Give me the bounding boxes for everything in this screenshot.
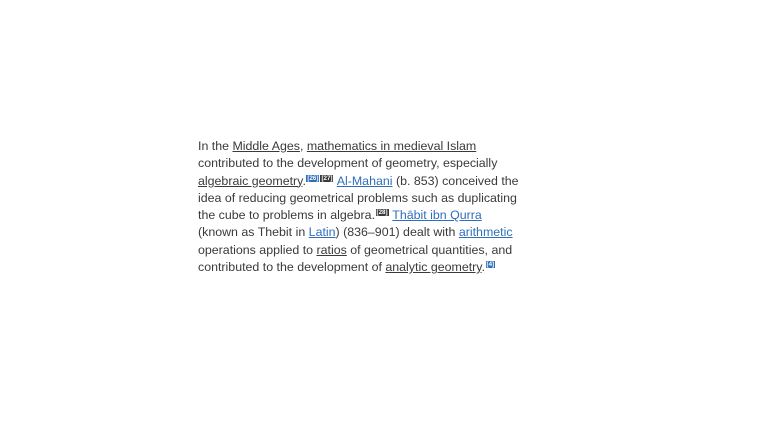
paragraph-line-6 <box>198 224 578 241</box>
link-latin[interactable]: Latin <box>308 225 336 240</box>
paragraph-line-4 <box>198 190 578 207</box>
link-arithmetic[interactable]: arithmetic <box>458 225 513 240</box>
text-span: . <box>302 173 306 188</box>
article-paragraph <box>198 138 578 276</box>
paragraph-line-5 <box>198 207 578 224</box>
citation-27[interactable]: [27] <box>321 174 333 182</box>
citation-28[interactable]: [28] <box>376 209 388 217</box>
link-algebraic-geometry[interactable]: algebraic geometry <box>198 173 303 188</box>
text-span: . <box>481 260 486 275</box>
link-thabit-ibn-qurra[interactable]: Thābit ibn Qurra <box>392 208 482 223</box>
text-span: ) (836–901) dealt with <box>335 225 459 240</box>
text-span: contributed to the development of <box>198 260 386 275</box>
text-span: the cube to problems in algebra. <box>198 208 376 223</box>
paragraph-line-7 <box>198 242 578 259</box>
link-mathematics-in-medieval-islam[interactable]: mathematics in medieval Islam <box>306 139 477 153</box>
text-span: contributed to the development of geometry, especially <box>198 156 498 171</box>
citation-4[interactable]: [4] <box>486 261 495 269</box>
text-span: operations applied to <box>198 242 317 257</box>
citation-26[interactable]: [26] <box>307 174 319 182</box>
text-span: (b. 853) conceived the <box>392 173 519 188</box>
link-middle-ages[interactable]: Middle Ages <box>232 139 300 153</box>
text-span: of geometrical quantities, and <box>346 242 513 257</box>
paragraph-line-2 <box>198 155 578 172</box>
link-analytic-geometry[interactable]: analytic geometry <box>385 260 482 275</box>
paragraph-line-3 <box>198 173 578 190</box>
paragraph-line-8 <box>198 259 578 276</box>
paragraph-line-1 <box>198 138 578 155</box>
link-al-mahani[interactable]: Al-Mahani <box>336 173 393 188</box>
text-span: In the <box>198 139 233 153</box>
text-span: (known as Thebit in <box>198 225 309 240</box>
text-span: , <box>299 139 307 153</box>
text-span: idea of reducing geometrical problems such as duplicating <box>198 190 517 205</box>
link-ratios[interactable]: ratios <box>316 242 347 257</box>
